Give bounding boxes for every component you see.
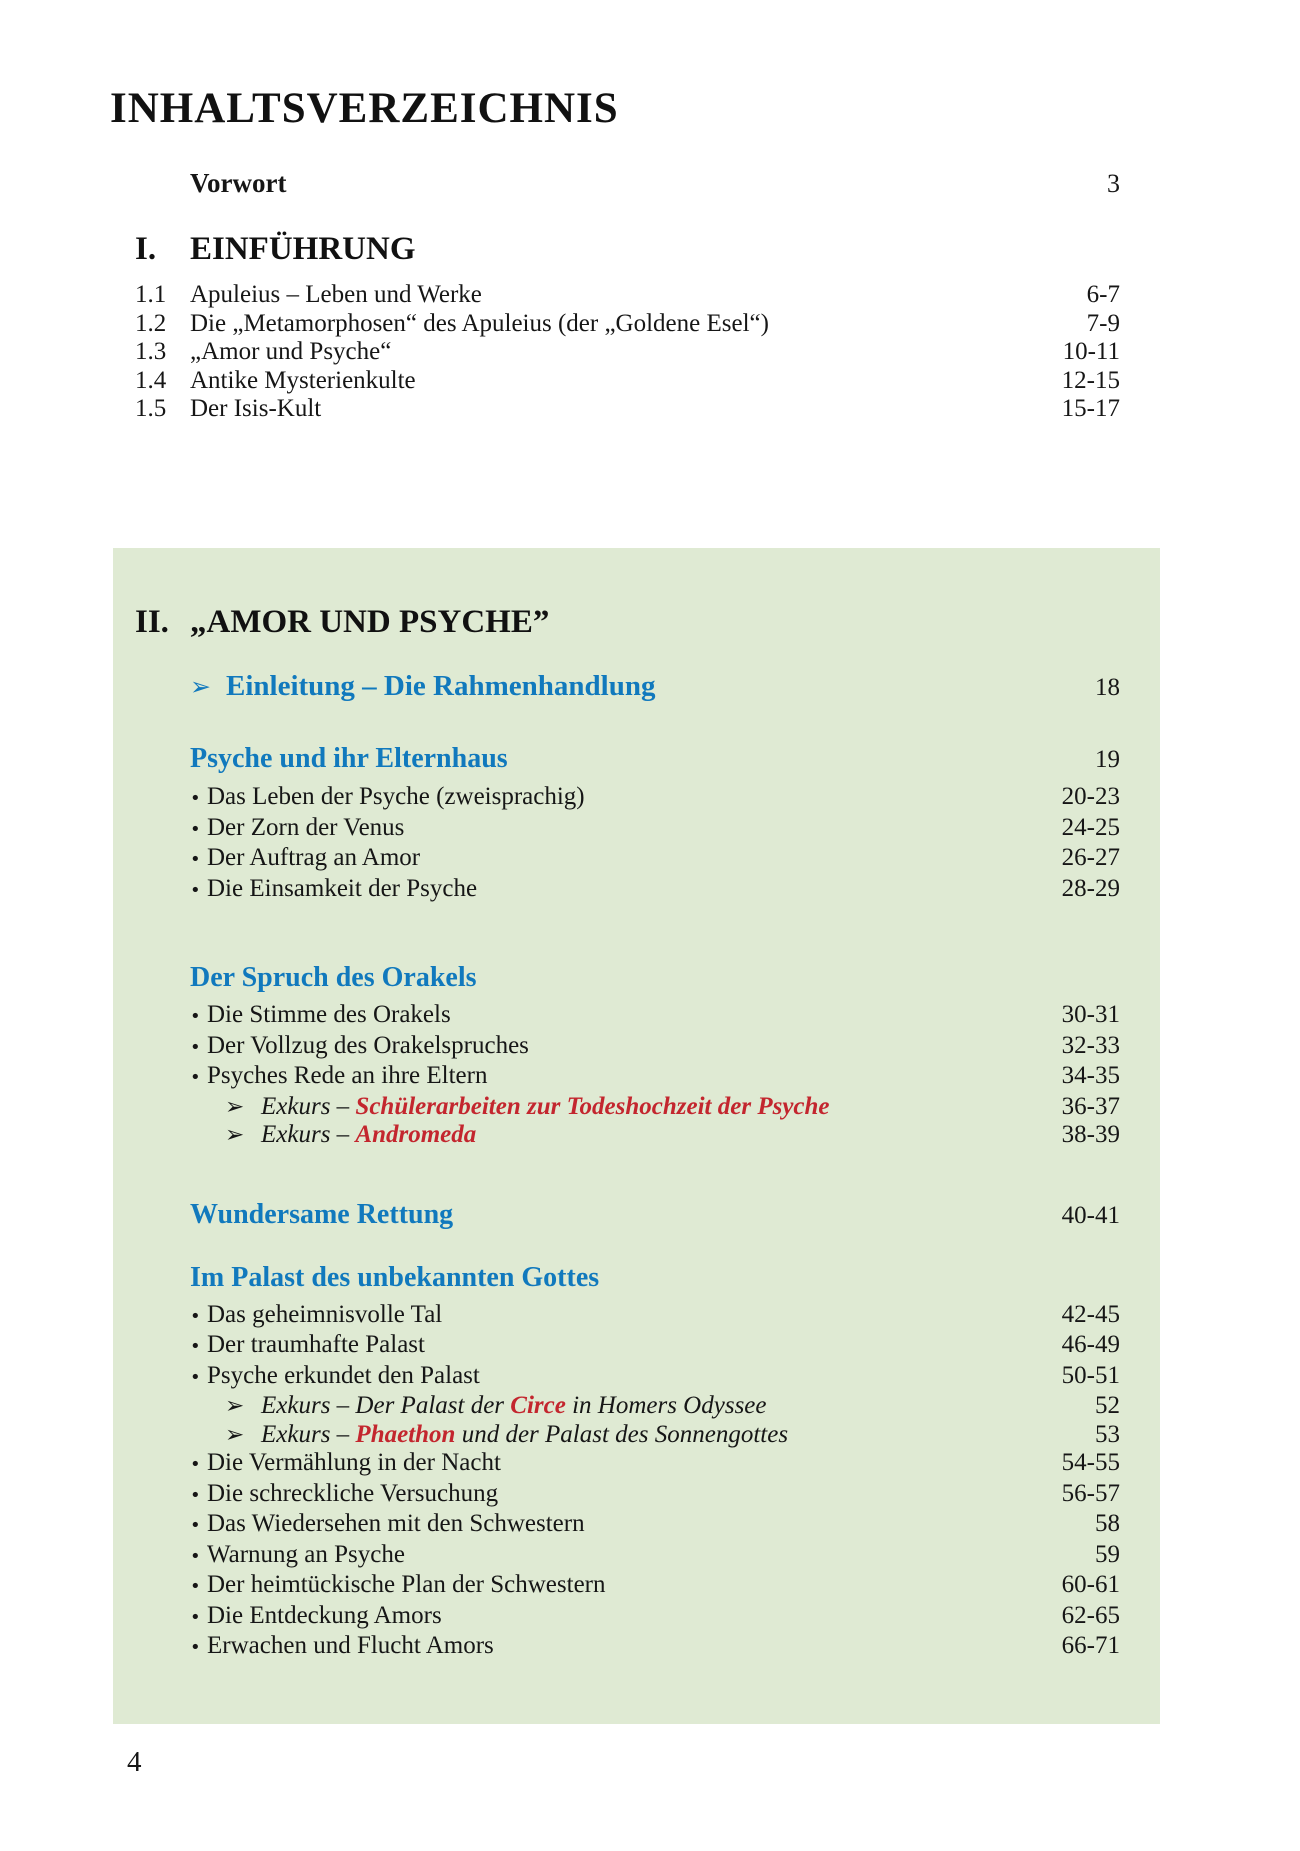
section-title: EINFÜHRUNG bbox=[190, 231, 416, 267]
bullet-icon: • bbox=[190, 788, 201, 809]
bullet-icon: • bbox=[190, 1336, 201, 1357]
toc-row-exkurs bbox=[135, 1392, 1120, 1421]
arrowhead-icon: ➢ bbox=[190, 672, 211, 701]
bullet-icon: • bbox=[190, 1484, 201, 1506]
toc-row bbox=[135, 1571, 1120, 1602]
toc-entry-label: Die Vermählung in der Nacht bbox=[207, 1449, 501, 1476]
toc-entry-label: Der Vollzug des Orakelspruches bbox=[207, 1031, 529, 1059]
toc-entry-label: „Amor und Psyche“ bbox=[190, 338, 392, 365]
toc-entry-number: 1.4 bbox=[135, 366, 167, 394]
section-title: „AMOR UND PSYCHE” bbox=[190, 604, 550, 640]
toc-page-number: 50-51 bbox=[1061, 1361, 1120, 1389]
toc-row-vorwort bbox=[135, 168, 1120, 199]
arrowhead-icon: ➢ bbox=[225, 1421, 245, 1448]
section-heading-amor-und-psyche bbox=[135, 600, 1120, 644]
group-heading-label: Wundersame Rettung bbox=[190, 1198, 454, 1230]
toc-row-exkurs bbox=[135, 1421, 1120, 1450]
arrowhead-icon: ➢ bbox=[225, 1093, 245, 1120]
toc-page-number: 54-55 bbox=[1061, 1449, 1120, 1476]
toc-entry-label: Psyche erkundet den Palast bbox=[207, 1361, 480, 1389]
toc-entry-label: Exkurs – Phaethon und der Palast des Sonnengottes bbox=[261, 1420, 789, 1448]
toc-page-number: 15-17 bbox=[1061, 395, 1120, 422]
toc-row-exkurs bbox=[135, 1121, 1120, 1150]
section-numeral: I. bbox=[135, 231, 157, 267]
toc-page-number: 12-15 bbox=[1061, 366, 1120, 394]
toc-row bbox=[135, 281, 1120, 310]
toc-page-number: 24-25 bbox=[1061, 813, 1120, 841]
bullet-icon: • bbox=[190, 1515, 201, 1536]
toc-entry-label: Das Leben der Psyche (zweisprachig) bbox=[207, 783, 585, 810]
exkurs-highlight: Phaethon bbox=[355, 1420, 456, 1448]
toc-row bbox=[135, 338, 1120, 367]
toc-row bbox=[135, 814, 1120, 845]
toc-page-number: 36-37 bbox=[1061, 1092, 1120, 1120]
toc-entry-label: Die Stimme des Orakels bbox=[207, 1001, 451, 1028]
toc-entry-label: Exkurs – Andromeda bbox=[261, 1121, 477, 1148]
bullet-icon: • bbox=[190, 1006, 201, 1027]
toc-page-number: 66-71 bbox=[1061, 1632, 1120, 1659]
toc-row bbox=[135, 1449, 1120, 1480]
bullet-icon: • bbox=[190, 1637, 201, 1658]
exkurs-highlight: Andromeda bbox=[355, 1121, 477, 1148]
toc-entry-label: Die Entdeckung Amors bbox=[207, 1601, 442, 1629]
bullet-icon: • bbox=[190, 1067, 201, 1088]
toc-entry-label: Die Einsamkeit der Psyche bbox=[207, 874, 478, 902]
group-heading bbox=[135, 961, 1120, 995]
toc-row bbox=[135, 844, 1120, 875]
toc-entry-label: Vorwort bbox=[190, 168, 287, 198]
page-title: INHALTSVERZEICHNIS bbox=[110, 85, 619, 132]
toc-entry-number: 1.1 bbox=[135, 281, 167, 308]
toc-entry-label: Apuleius – Leben und Werke bbox=[190, 281, 482, 308]
toc-row bbox=[135, 875, 1120, 906]
toc-page-number: 10-11 bbox=[1062, 338, 1120, 365]
bullet-icon: • bbox=[190, 1576, 201, 1597]
bullet-icon: • bbox=[190, 1606, 201, 1628]
toc-entry-label: Die schreckliche Versuchung bbox=[207, 1479, 499, 1507]
bullet-icon: • bbox=[190, 1454, 201, 1475]
toc-row bbox=[135, 310, 1120, 339]
toc-page-number: 30-31 bbox=[1061, 1001, 1120, 1028]
toc-row bbox=[135, 1301, 1120, 1332]
toc-row bbox=[135, 1602, 1120, 1633]
toc-page-number: 32-33 bbox=[1061, 1031, 1120, 1059]
group-heading-label: Psyche und ihr Elternhaus bbox=[190, 743, 508, 774]
toc-entry-label: Der Auftrag an Amor bbox=[207, 844, 421, 871]
bullet-icon: • bbox=[190, 879, 201, 901]
group-heading bbox=[135, 742, 1120, 777]
toc-page-number: 34-35 bbox=[1061, 1062, 1120, 1089]
front-matter bbox=[135, 168, 1120, 424]
toc-page-number: 42-45 bbox=[1061, 1300, 1120, 1328]
toc-entry-label: Antike Mysterienkulte bbox=[190, 366, 416, 394]
toc-page-number: 59 bbox=[1095, 1540, 1120, 1568]
bullet-icon: • bbox=[190, 849, 201, 870]
toc-page-number: 3 bbox=[1107, 169, 1120, 198]
toc-row bbox=[135, 1510, 1120, 1541]
front-items bbox=[135, 281, 1120, 424]
toc-entry-label: Psyches Rede an ihre Eltern bbox=[207, 1062, 488, 1089]
toc-entry-label: Warnung an Psyche bbox=[207, 1540, 405, 1568]
exkurs-highlight: Circe bbox=[510, 1392, 566, 1419]
toc-entry-label: Die „Metamorphosen“ des Apuleius (der „Goldene Esel“) bbox=[190, 309, 769, 337]
toc-row-exkurs bbox=[135, 1093, 1120, 1122]
toc-row bbox=[135, 1331, 1120, 1362]
arrowhead-icon: ➢ bbox=[225, 1122, 245, 1148]
toc-row bbox=[135, 367, 1120, 396]
bullet-icon: • bbox=[190, 818, 201, 840]
group-heading bbox=[135, 1261, 1120, 1295]
toc-page-number: 18 bbox=[1095, 674, 1120, 701]
toc-entry-number: 1.3 bbox=[135, 338, 167, 365]
toc-row bbox=[135, 1001, 1120, 1032]
toc-row bbox=[135, 1541, 1120, 1572]
toc-entry-label: Das Wiedersehen mit den Schwestern bbox=[207, 1510, 585, 1537]
toc-row bbox=[135, 1480, 1120, 1511]
toc-entry-label: Erwachen und Flucht Amors bbox=[207, 1632, 494, 1659]
toc-page-number: 58 bbox=[1095, 1510, 1120, 1537]
folio-page-number: 4 bbox=[127, 1746, 142, 1778]
toc-page-number: 6-7 bbox=[1086, 281, 1120, 308]
toc-page-number: 28-29 bbox=[1061, 874, 1120, 902]
toc-entry-label: Einleitung – Die Rahmenhandlung bbox=[226, 670, 656, 702]
toc-page-number: 40-41 bbox=[1061, 1201, 1120, 1229]
toc-entry-label: Exkurs – Der Palast der Circe in Homers Odyssee bbox=[261, 1392, 767, 1419]
group-heading-label: Der Spruch des Orakels bbox=[190, 962, 477, 993]
toc-page-number: 60-61 bbox=[1061, 1571, 1120, 1598]
group-heading bbox=[135, 1198, 1120, 1233]
toc-page-number: 38-39 bbox=[1061, 1121, 1120, 1148]
toc-page-number: 19 bbox=[1095, 746, 1120, 773]
toc-page-number: 53 bbox=[1095, 1420, 1120, 1448]
group-items bbox=[135, 783, 1120, 905]
toc-row bbox=[135, 1362, 1120, 1393]
toc-entry-number: 1.2 bbox=[135, 309, 167, 337]
toc-row bbox=[135, 395, 1120, 424]
toc-page-number: 7-9 bbox=[1086, 309, 1120, 337]
toc-entry-label: Der traumhafte Palast bbox=[207, 1331, 425, 1358]
toc-entry-label: Das geheimnisvolle Tal bbox=[207, 1300, 443, 1328]
arrowhead-icon: ➢ bbox=[225, 1393, 245, 1419]
amor-und-psyche-panel bbox=[113, 548, 1160, 1724]
toc-entry-label: Der heimtückische Plan der Schwestern bbox=[207, 1571, 606, 1598]
toc-row bbox=[135, 783, 1120, 814]
toc-entry-number: 1.5 bbox=[135, 395, 167, 422]
bullet-icon: • bbox=[190, 1036, 201, 1058]
group-heading-label: Im Palast des unbekannten Gottes bbox=[190, 1261, 600, 1293]
section-numeral: II. bbox=[135, 604, 169, 640]
exkurs-highlight: Schülerarbeiten zur Todeshochzeit der Psyche bbox=[355, 1092, 830, 1120]
toc-row bbox=[135, 1632, 1120, 1663]
toc-page-number: 20-23 bbox=[1061, 783, 1120, 810]
section-heading-einfuehrung bbox=[135, 227, 1120, 271]
toc-entry-label: Der Zorn der Venus bbox=[207, 813, 405, 841]
bullet-icon: • bbox=[190, 1545, 201, 1567]
toc-page-number: 52 bbox=[1095, 1392, 1120, 1419]
toc-page-number: 46-49 bbox=[1061, 1331, 1120, 1358]
group-items bbox=[135, 1001, 1120, 1150]
toc-page-number: 26-27 bbox=[1061, 844, 1120, 871]
group-items bbox=[135, 1301, 1120, 1663]
toc-page-number: 56-57 bbox=[1061, 1479, 1120, 1507]
toc-page-number: 62-65 bbox=[1061, 1601, 1120, 1629]
toc-row-einleitung bbox=[135, 668, 1120, 706]
toc-row bbox=[135, 1062, 1120, 1093]
bullet-icon: • bbox=[190, 1305, 201, 1327]
toc-entry-label: Der Isis-Kult bbox=[190, 395, 322, 422]
bullet-icon: • bbox=[190, 1366, 201, 1388]
toc-row bbox=[135, 1032, 1120, 1063]
toc-entry-label: Exkurs – Schülerarbeiten zur Todeshochzeit der Psyche bbox=[261, 1092, 830, 1120]
